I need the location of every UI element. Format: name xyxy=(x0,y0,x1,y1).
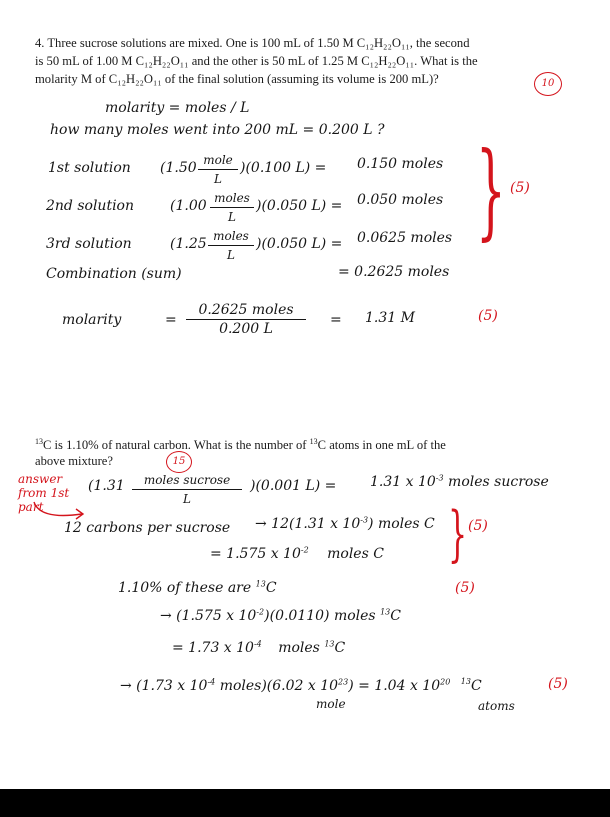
fraction-calc-end: )(0.0110) moles xyxy=(264,608,376,624)
answer-from-first-part-note: answer from 1st part xyxy=(18,472,70,514)
problem-13c-text-b: C atoms in one mL of the xyxy=(317,438,446,452)
first-calc-b: )(0.100 L) = xyxy=(240,160,327,176)
final-atoms-calc xyxy=(120,678,482,694)
fraction-bar xyxy=(198,169,238,170)
first-result: 0.150 moles xyxy=(357,156,444,172)
third-calc-b: )(0.050 L) = xyxy=(256,236,343,252)
fraction-bar xyxy=(186,319,306,320)
carbons-brace: } xyxy=(448,499,468,569)
sucrose-frac-den: L xyxy=(183,492,191,506)
third-calc-a: (1.25 xyxy=(170,236,207,252)
fraction-bar xyxy=(210,207,254,208)
combination-result: = 0.2625 moles xyxy=(338,264,450,280)
fraction-13c-points: (5) xyxy=(455,580,475,596)
sup-13: 13 xyxy=(309,436,318,446)
fraction-eq-unit: moles xyxy=(278,640,320,656)
molarity-equals-1: = xyxy=(165,312,177,328)
points-value: 15 xyxy=(172,456,186,467)
molarity-points: (5) xyxy=(478,308,498,324)
second-frac-num: moles xyxy=(214,191,250,205)
fraction-eq-exp: -4 xyxy=(253,639,262,649)
carbons-calc xyxy=(255,516,435,532)
fraction-eq-a: = 1.73 x 10 xyxy=(172,640,254,656)
final-points: (5) xyxy=(548,676,568,692)
final-unit: C xyxy=(470,678,482,694)
points-circle-problem-13c xyxy=(166,451,192,473)
solutions-points: (5) xyxy=(510,180,530,196)
molarity-formula: molarity = moles / L xyxy=(105,100,250,116)
final-c-exp: 20 xyxy=(440,677,451,687)
fraction-calc-exp: -2 xyxy=(256,607,265,617)
carbons-points: (5) xyxy=(468,518,488,534)
problem-4-line-1: 4. Three sucrose solutions are mixed. One is 100 mL of 1.50 M C₁₂H₂₂O₁₁, the second xyxy=(35,36,470,50)
first-solution-label: 1st solution xyxy=(48,160,131,176)
sucrose-calc-b: )(0.001 L) = xyxy=(250,478,337,494)
sucrose-result-a: 1.31 x 10 xyxy=(370,474,436,490)
carbons-per-sucrose-label: 12 carbons per sucrose xyxy=(64,520,231,536)
second-calc-a: (1.00 xyxy=(170,198,207,214)
sucrose-result xyxy=(370,474,549,490)
sucrose-result-unit: moles sucrose xyxy=(448,474,549,490)
carbons-calc-a: → 12(1.31 x 10 xyxy=(255,516,361,532)
carbons-eq-a: = 1.575 x 10 xyxy=(210,546,301,562)
second-frac-den: L xyxy=(228,210,236,224)
sup-13: 13 xyxy=(35,436,43,446)
molarity-numerator: 0.2625 moles xyxy=(198,302,294,318)
second-fraction xyxy=(210,190,254,225)
problem-13c-line-2: above mixture? xyxy=(35,454,113,468)
fraction-bar xyxy=(132,489,242,490)
third-solution-label: 3rd solution xyxy=(46,236,132,252)
second-result: 0.050 moles xyxy=(357,192,444,208)
final-a: → (1.73 x 10 xyxy=(120,678,208,694)
molarity-denominator: 0.200 L xyxy=(219,321,273,337)
carbons-eq-exp: -2 xyxy=(300,545,309,555)
final-c: ) = 1.04 x 10 xyxy=(348,678,441,694)
scan-bottom-bar xyxy=(0,789,610,817)
fraction-13c-label xyxy=(118,580,277,596)
third-result: 0.0625 moles xyxy=(357,230,453,246)
moles-question: how many moles went into 200 mL = 0.200 L ? xyxy=(50,122,385,138)
carbons-eq-unit: moles C xyxy=(327,546,384,562)
molarity-label: molarity xyxy=(62,312,122,328)
first-frac-num: mole xyxy=(203,153,233,167)
mole-under-label: mole xyxy=(316,697,346,711)
final-a-exp: -4 xyxy=(207,677,216,687)
sucrose-frac-num: moles sucrose xyxy=(143,473,231,487)
first-fraction xyxy=(198,152,238,187)
third-fraction xyxy=(208,228,254,263)
points-circle-problem-4 xyxy=(534,72,562,96)
points-value: 10 xyxy=(541,78,555,89)
molarity-fraction xyxy=(186,302,306,337)
carbons-equals xyxy=(210,546,384,562)
fraction-calc-c: C xyxy=(390,608,401,624)
atoms-under-label: atoms xyxy=(478,699,515,713)
final-b-exp: 23 xyxy=(338,677,349,687)
sucrose-result-exp: -3 xyxy=(435,473,444,483)
sup-13: 13 xyxy=(380,607,391,617)
second-calc-b: )(0.050 L) = xyxy=(256,198,343,214)
carbons-calc-unit: ) moles C xyxy=(368,516,435,532)
fraction-13c-equals xyxy=(172,640,345,656)
problem-4-line-3: molarity M of C₁₂H₂₂O₁₁ of the final solution (assuming its volume is 200 mL)? xyxy=(35,72,439,86)
molarity-equals-2: = xyxy=(330,312,342,328)
molarity-result: 1.31 M xyxy=(365,310,415,326)
sucrose-fraction xyxy=(132,472,242,507)
sup-13: 13 xyxy=(255,579,266,589)
fraction-13c-calc xyxy=(160,608,401,624)
second-solution-label: 2nd solution xyxy=(46,198,134,214)
problem-4-line-2: is 50 mL of 1.00 M C₁₂H₂₂O₁₁ and the other is 50 mL of 1.25 M C₁₂H₂₂O₁₁. What is the xyxy=(35,54,478,68)
fraction-bar xyxy=(208,245,254,246)
final-b: moles)(6.02 x 10 xyxy=(219,678,339,694)
fraction-eq-c: C xyxy=(334,640,346,656)
carbons-calc-exp: -3 xyxy=(360,515,369,525)
fraction-calc-a: → (1.575 x 10 xyxy=(160,608,257,624)
sup-13: 13 xyxy=(460,677,471,687)
fraction-13c-c: C xyxy=(265,580,277,596)
combination-label: Combination (sum) xyxy=(46,266,182,282)
problem-13c-text-a: C is 1.10% of natural carbon. What is the number of xyxy=(43,438,307,452)
fraction-13c-text: 1.10% of these are xyxy=(118,580,252,596)
first-calc-a: (1.50 xyxy=(160,160,197,176)
third-frac-den: L xyxy=(227,248,235,262)
sucrose-calc-a: (1.31 xyxy=(88,478,125,494)
third-frac-num: moles xyxy=(213,229,249,243)
sup-13: 13 xyxy=(324,639,335,649)
solutions-brace: } xyxy=(476,129,506,251)
first-frac-den: L xyxy=(214,172,222,186)
